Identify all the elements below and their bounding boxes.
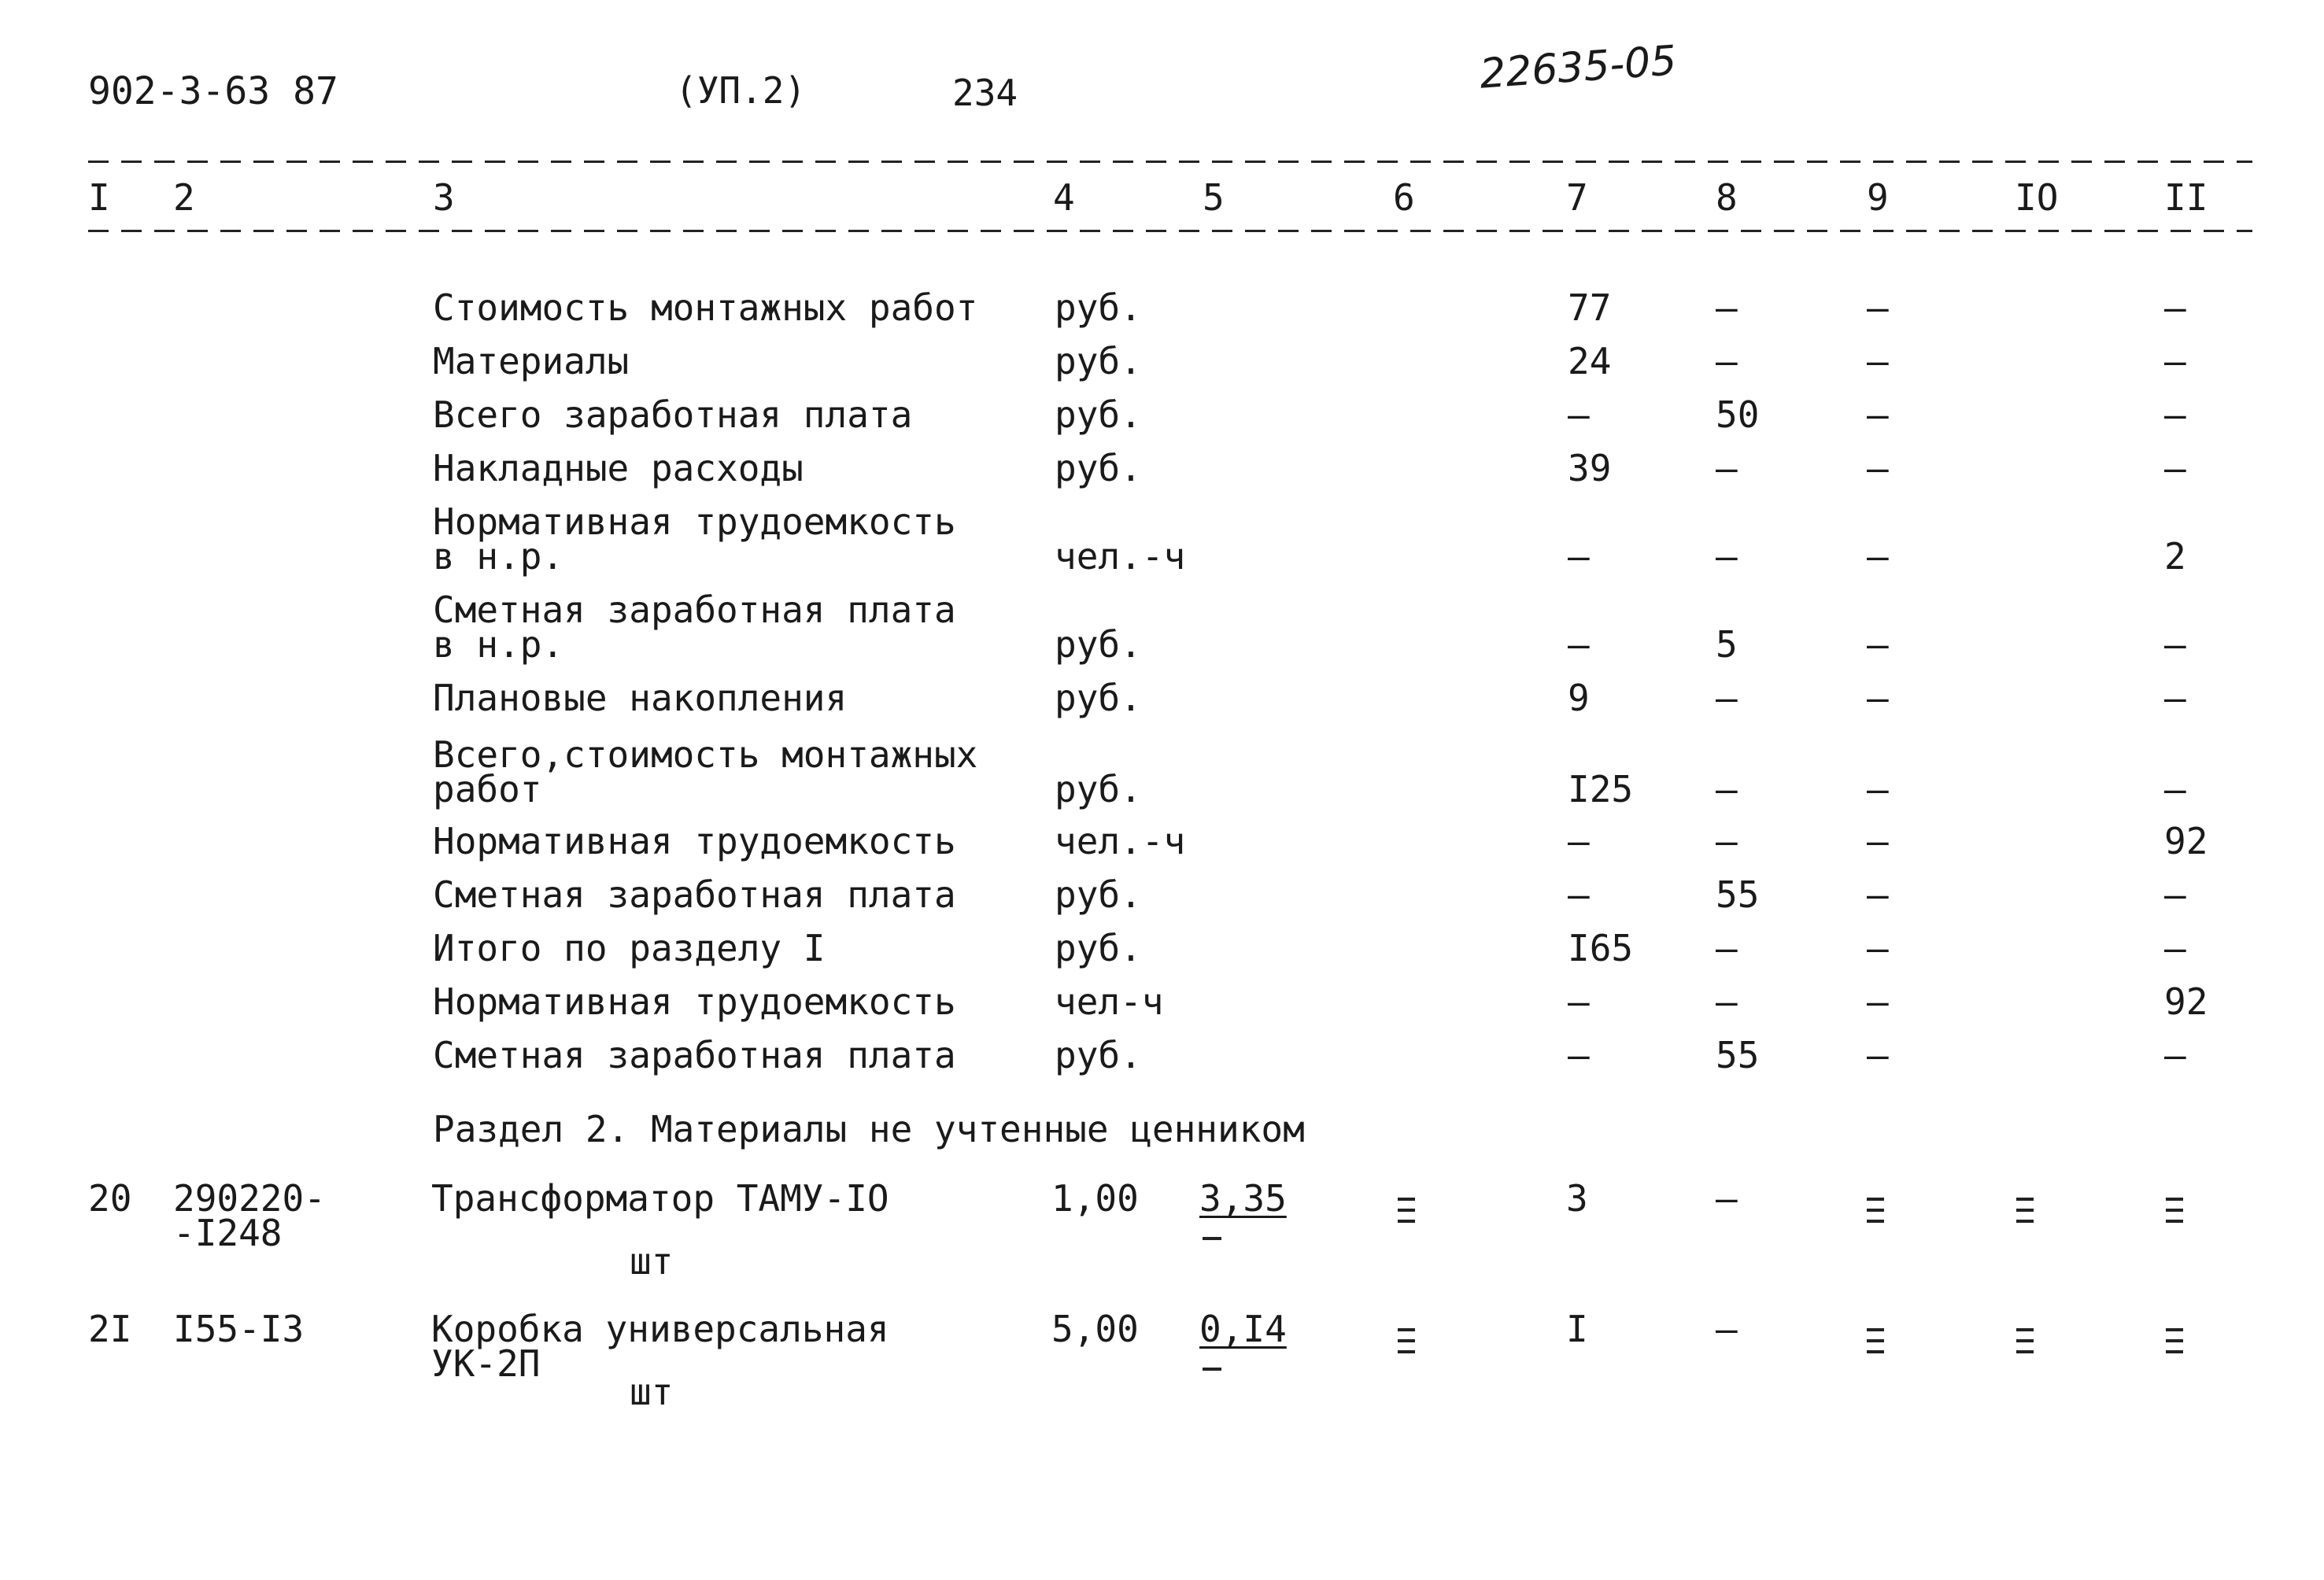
summary-row-col8: –	[1716, 927, 1738, 969]
summary-row-col11: –	[2164, 286, 2186, 329]
summary-row-label: Нормативная трудоемкость	[433, 500, 956, 543]
summary-row-col7: –	[1568, 1034, 1590, 1076]
header-bottom-dashline	[88, 230, 2252, 232]
summary-row-col9: –	[1867, 340, 1889, 382]
summary-row-col11: 92	[2164, 820, 2208, 862]
summary-row-unit: руб.	[1055, 927, 1142, 969]
summary-row-col7: 77	[1568, 286, 1612, 329]
summary-row-label: Нормативная трудоемкость	[433, 820, 956, 862]
summary-row-col9: –	[1867, 623, 1889, 666]
summary-row-col9: –	[1867, 927, 1889, 969]
summary-row-col8: 55	[1716, 1034, 1760, 1076]
ditto-mark	[1398, 1198, 1415, 1231]
summary-row-label: Всего заработная плата	[433, 393, 913, 436]
item-number: 20	[88, 1177, 132, 1220]
item-unit: шт	[630, 1240, 674, 1283]
summary-row-unit: руб.	[1055, 447, 1142, 489]
summary-row-col9: –	[1867, 1034, 1889, 1076]
column-header-4: 4	[1053, 176, 1075, 219]
summary-row-label: Всего,стоимость монтажных	[433, 733, 978, 776]
item-price: 3,35	[1199, 1177, 1287, 1220]
summary-row-col9: –	[1867, 393, 1889, 436]
item-col8: –	[1716, 1177, 1738, 1220]
summary-row-label: Нормативная трудоемкость	[433, 980, 956, 1023]
column-header-10: IO	[2015, 176, 2059, 219]
summary-row-col7: –	[1568, 820, 1590, 862]
column-header-3: 3	[433, 176, 455, 219]
summary-row-col8: –	[1716, 286, 1738, 329]
page-number: 234	[952, 72, 1018, 114]
summary-row-col11: –	[2164, 677, 2186, 719]
summary-row-unit: чел.-ч	[1055, 535, 1186, 578]
column-header-1: I	[88, 176, 110, 219]
summary-row-label: Итого по разделу I	[433, 927, 826, 969]
item-quantity: 5,00	[1051, 1308, 1139, 1350]
summary-row-unit: руб.	[1055, 286, 1142, 329]
summary-row-col7: –	[1568, 873, 1590, 916]
item-price: 0,I4	[1199, 1308, 1287, 1350]
summary-row-label: работ	[433, 768, 542, 810]
ditto-mark	[2016, 1328, 2034, 1361]
summary-row-col8: –	[1716, 980, 1738, 1023]
summary-row-col11: –	[2164, 340, 2186, 382]
ditto-mark	[1867, 1198, 1884, 1231]
summary-row-col11: –	[2164, 927, 2186, 969]
summary-row-col7: 39	[1568, 447, 1612, 489]
item-quantity: 1,00	[1051, 1177, 1139, 1220]
ditto-mark	[1867, 1328, 1884, 1361]
summary-row-unit: чел-ч	[1055, 980, 1164, 1023]
summary-row-unit: руб.	[1055, 873, 1142, 916]
item-code: 290220-	[173, 1177, 326, 1220]
summary-row-col7: –	[1568, 980, 1590, 1023]
summary-row-label: Сметная заработная плата	[433, 589, 956, 631]
column-header-11: II	[2164, 176, 2208, 219]
item-col7: I	[1566, 1308, 1588, 1350]
summary-row-col8: 55	[1716, 873, 1760, 916]
item-code: -I248	[173, 1212, 283, 1254]
summary-row-col8: 50	[1716, 393, 1760, 436]
ditto-mark	[2166, 1328, 2183, 1361]
ditto-mark	[2166, 1198, 2183, 1231]
summary-row-col7: –	[1568, 623, 1590, 666]
summary-row-col11: 2	[2164, 535, 2186, 578]
ditto-mark	[1398, 1328, 1415, 1361]
summary-row-label: Материалы	[433, 340, 630, 382]
summary-row-col11: 92	[2164, 980, 2208, 1023]
summary-row-col9: –	[1867, 677, 1889, 719]
summary-row-unit: руб.	[1055, 340, 1142, 382]
summary-row-col9: –	[1867, 820, 1889, 862]
item-number: 2I	[88, 1308, 132, 1350]
ditto-mark	[2016, 1198, 2034, 1231]
summary-row-col8: –	[1716, 677, 1738, 719]
summary-row-col9: –	[1867, 768, 1889, 810]
summary-row-label: Сметная заработная плата	[433, 1034, 956, 1076]
column-header-2: 2	[173, 176, 195, 219]
summary-row-col11: –	[2164, 1034, 2186, 1076]
summary-row-col8: –	[1716, 535, 1738, 578]
section-code: (УП.2)	[675, 69, 807, 112]
summary-row-col8: –	[1716, 768, 1738, 810]
price-subline	[1203, 1368, 1221, 1371]
summary-row-label: Накладные расходы	[433, 447, 804, 489]
column-header-8: 8	[1716, 176, 1738, 219]
summary-row-col9: –	[1867, 535, 1889, 578]
summary-row-col11: –	[2164, 873, 2186, 916]
summary-row-col11: –	[2164, 393, 2186, 436]
summary-row-label: Плановые накопления	[433, 677, 848, 719]
summary-row-col9: –	[1867, 447, 1889, 489]
summary-row-col7: 24	[1568, 340, 1612, 382]
summary-row-col7: –	[1568, 535, 1590, 578]
summary-row-label: в н.р.	[433, 623, 564, 666]
item-name: Трансформатор ТАМУ-IO	[431, 1177, 889, 1220]
summary-row-col11: –	[2164, 768, 2186, 810]
item-code: I55-I3	[173, 1308, 305, 1350]
header-top-dashline	[88, 161, 2252, 163]
summary-row-unit: руб.	[1055, 623, 1142, 666]
column-header-6: 6	[1393, 176, 1415, 219]
price-subline	[1203, 1237, 1221, 1240]
summary-row-label: в н.р.	[433, 535, 564, 578]
summary-row-col8: 5	[1716, 623, 1738, 666]
summary-row-col8: –	[1716, 340, 1738, 382]
summary-row-unit: руб.	[1055, 393, 1142, 436]
summary-row-col11: –	[2164, 447, 2186, 489]
column-header-7: 7	[1566, 176, 1588, 219]
summary-row-col8: –	[1716, 820, 1738, 862]
doc-code: 902-3-63 87	[88, 69, 338, 113]
summary-row-col9: –	[1867, 980, 1889, 1023]
summary-row-unit: руб.	[1055, 1034, 1142, 1076]
summary-row-unit: руб.	[1055, 677, 1142, 719]
summary-row-col7: I65	[1568, 927, 1634, 969]
archive-number: 22635-05	[1478, 37, 1679, 98]
summary-row-unit: чел.-ч	[1055, 820, 1186, 862]
summary-row-col7: I25	[1568, 768, 1634, 810]
summary-row-col7: 9	[1568, 677, 1590, 719]
summary-row-col8: –	[1716, 447, 1738, 489]
summary-row-col9: –	[1867, 286, 1889, 329]
item-col7: 3	[1566, 1177, 1588, 1220]
column-header-5: 5	[1203, 176, 1225, 219]
item-col8: –	[1716, 1308, 1738, 1350]
item-name: Коробка универсальная	[431, 1308, 889, 1350]
summary-row-label: Стоимость монтажных работ	[433, 286, 978, 329]
summary-row-col11: –	[2164, 623, 2186, 666]
summary-row-col9: –	[1867, 873, 1889, 916]
item-unit: шт	[630, 1371, 674, 1413]
summary-row-label: Сметная заработная плата	[433, 873, 956, 916]
column-header-9: 9	[1867, 176, 1889, 219]
item-name: УК-2П	[431, 1342, 541, 1385]
summary-row-unit: руб.	[1055, 768, 1142, 810]
section2-title: Раздел 2. Материалы не учтенные ценником	[433, 1108, 1305, 1150]
summary-row-col7: –	[1568, 393, 1590, 436]
